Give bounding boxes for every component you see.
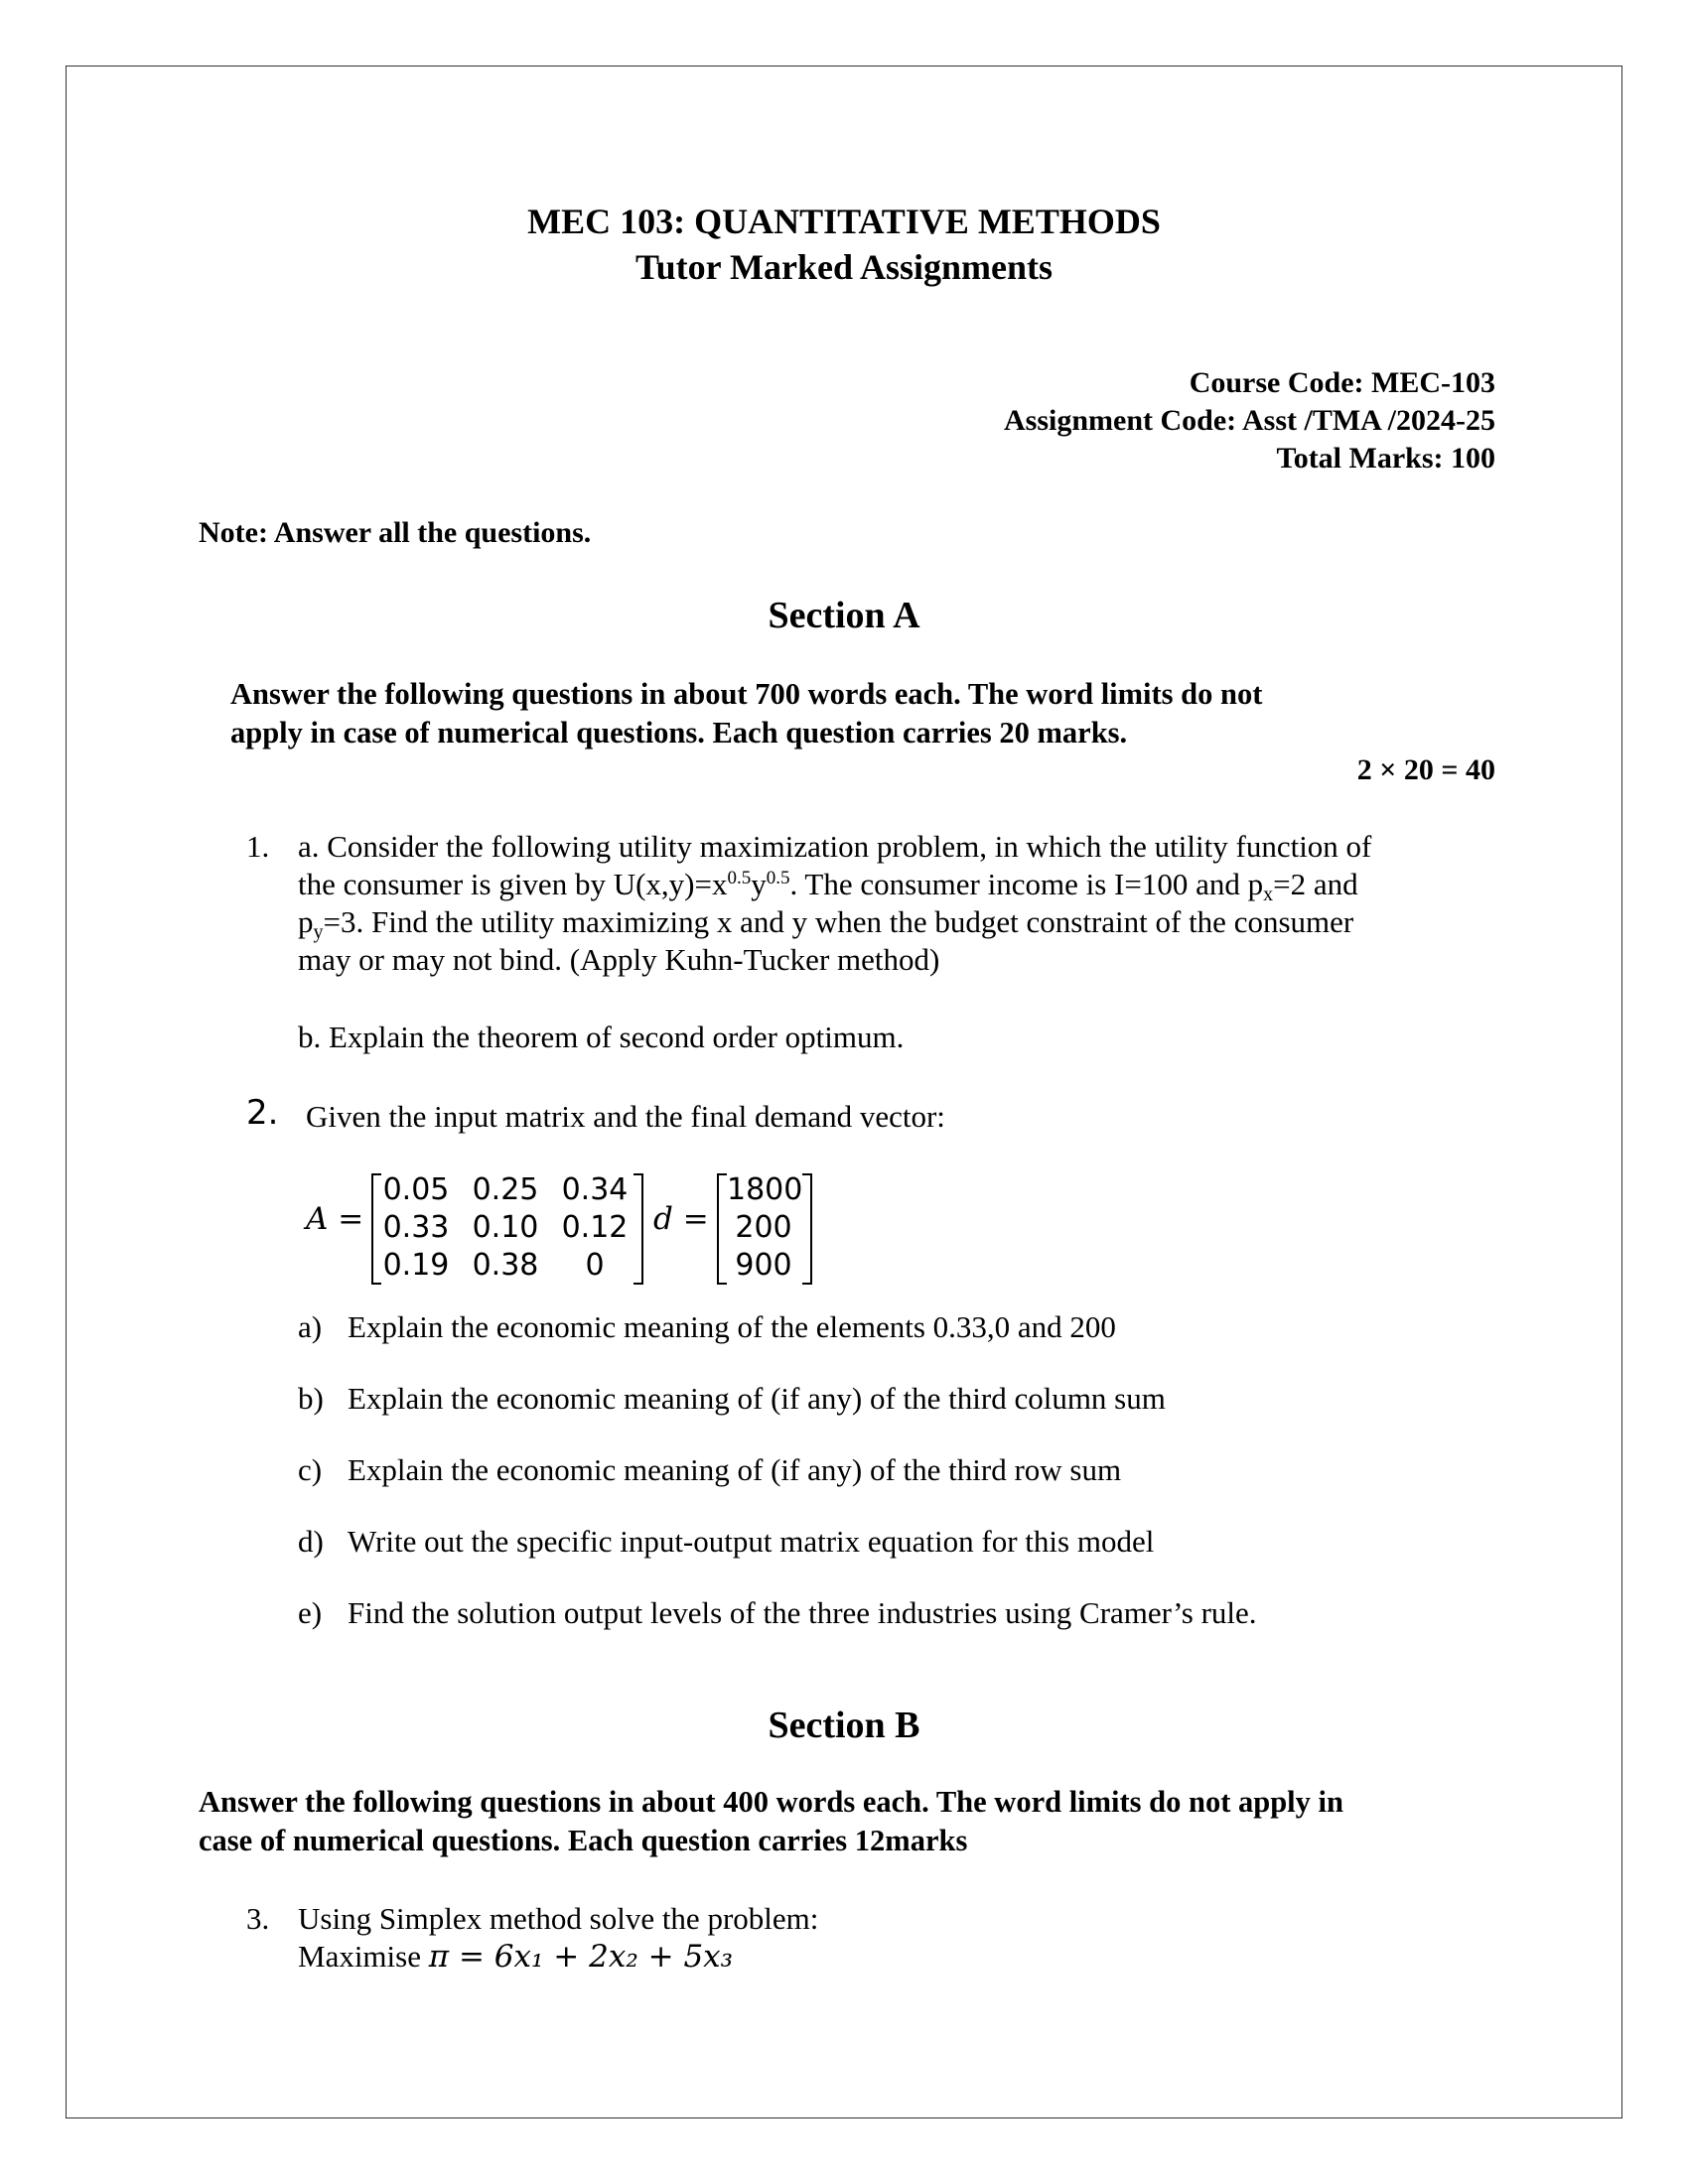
question-2-part-text: Explain the economic meaning of (if any) of the third row sum [348, 1452, 1122, 1487]
question-1-number: 1. [246, 829, 270, 864]
matrix-a-right-bracket [633, 1173, 643, 1285]
question-3-maximise: Maximise [298, 1939, 421, 1974]
question-2-part-label: a) [298, 1309, 323, 1344]
question-3-line2 [298, 1938, 733, 1977]
note: Note: Answer all the questions. [199, 516, 592, 549]
course-code: Course Code: MEC-103 [1189, 366, 1495, 399]
question-2-number: 2. [246, 1093, 279, 1133]
matrix-cell: 0.34 [561, 1172, 629, 1207]
question-3-line1: Using Simplex method solve the problem: [298, 1901, 819, 1936]
matrix-cell: 0.33 [382, 1210, 450, 1245]
question-2-part-text: Explain the economic meaning of (if any) of the third column sum [348, 1381, 1166, 1416]
document-subtitle: Tutor Marked Assignments [634, 247, 1054, 287]
question-2-intro: Given the input matrix and the final demand vector: [306, 1099, 945, 1134]
question-2-part-label: d) [298, 1524, 324, 1559]
vector-d-left-bracket [717, 1173, 727, 1285]
question-2-part-text: Find the solution output levels of the three industries using Cramer’s rule. [348, 1595, 1257, 1630]
question-1a-line1: a. Consider the following utility maximization problem, in which the utility function of [298, 829, 1372, 864]
question-2-part-text: Write out the specific input-output matrix equation for this model [348, 1524, 1155, 1559]
matrix-cell: 0.19 [382, 1248, 450, 1283]
vector-d-right-bracket [802, 1173, 812, 1285]
matrix-cell: 0.38 [472, 1248, 539, 1283]
document-title: MEC 103: QUANTITATIVE METHODS [527, 202, 1161, 241]
section-a-marks: 2 × 20 = 40 [1356, 753, 1495, 786]
question-2-part-text: Explain the economic meaning of the elements 0.33,0 and 200 [348, 1309, 1116, 1344]
section-a-instructions-line2: apply in case of numerical questions. Each question carries 20 marks. [230, 716, 1128, 750]
objective-equation: π = 6x₁ + 2x₂ + 5x₃ [428, 1939, 734, 1975]
assignment-code: Assignment Code: Asst /TMA /2024-25 [1003, 404, 1495, 437]
question-1a-line3: py=3. Find the utility maximizing x and y when the budget constraint of the consumer [298, 904, 1354, 943]
matrix-a-left-bracket [371, 1173, 381, 1285]
matrix-cell: 0.12 [561, 1210, 629, 1245]
question-1b: b. Explain the theorem of second order optimum. [298, 1020, 905, 1054]
question-2-part-label: c) [298, 1452, 323, 1487]
question-2-part-label: b) [298, 1381, 324, 1416]
section-a-heading: Section A [768, 595, 920, 636]
matrix-cell: 0.05 [382, 1172, 450, 1207]
total-marks: Total Marks: 100 [1276, 442, 1495, 475]
vector-cell: 900 [735, 1248, 792, 1283]
question-2-part-label: e) [298, 1595, 323, 1630]
section-b-instructions-line1: Answer the following questions in about 400 words each. The word limits do not apply in [199, 1785, 1343, 1819]
question-3-number: 3. [246, 1901, 270, 1936]
matrix-cell: 0.25 [472, 1172, 539, 1207]
section-a-instructions-line1: Answer the following questions in about 700 words each. The word limits do not [230, 677, 1263, 711]
matrix-cell: 0 [585, 1248, 605, 1283]
matrix-a-label: A = [306, 1201, 364, 1237]
matrix-cell: 0.10 [472, 1210, 539, 1245]
vector-d-label: d = [653, 1201, 709, 1237]
section-b-heading: Section B [768, 1705, 920, 1746]
vector-cell: 200 [735, 1210, 792, 1245]
question-1a-line4: may or may not bind. (Apply Kuhn-Tucker method) [298, 942, 940, 977]
vector-cell: 1800 [727, 1172, 803, 1207]
question-1a-line2: the consumer is given by $U(x,y)=x^{0.5}y^{0.5}$. The consumer income is I=100 and px=2 and [298, 867, 1358, 905]
section-b-instructions-line2: case of numerical questions. Each question carries 12marks [199, 1824, 968, 1857]
